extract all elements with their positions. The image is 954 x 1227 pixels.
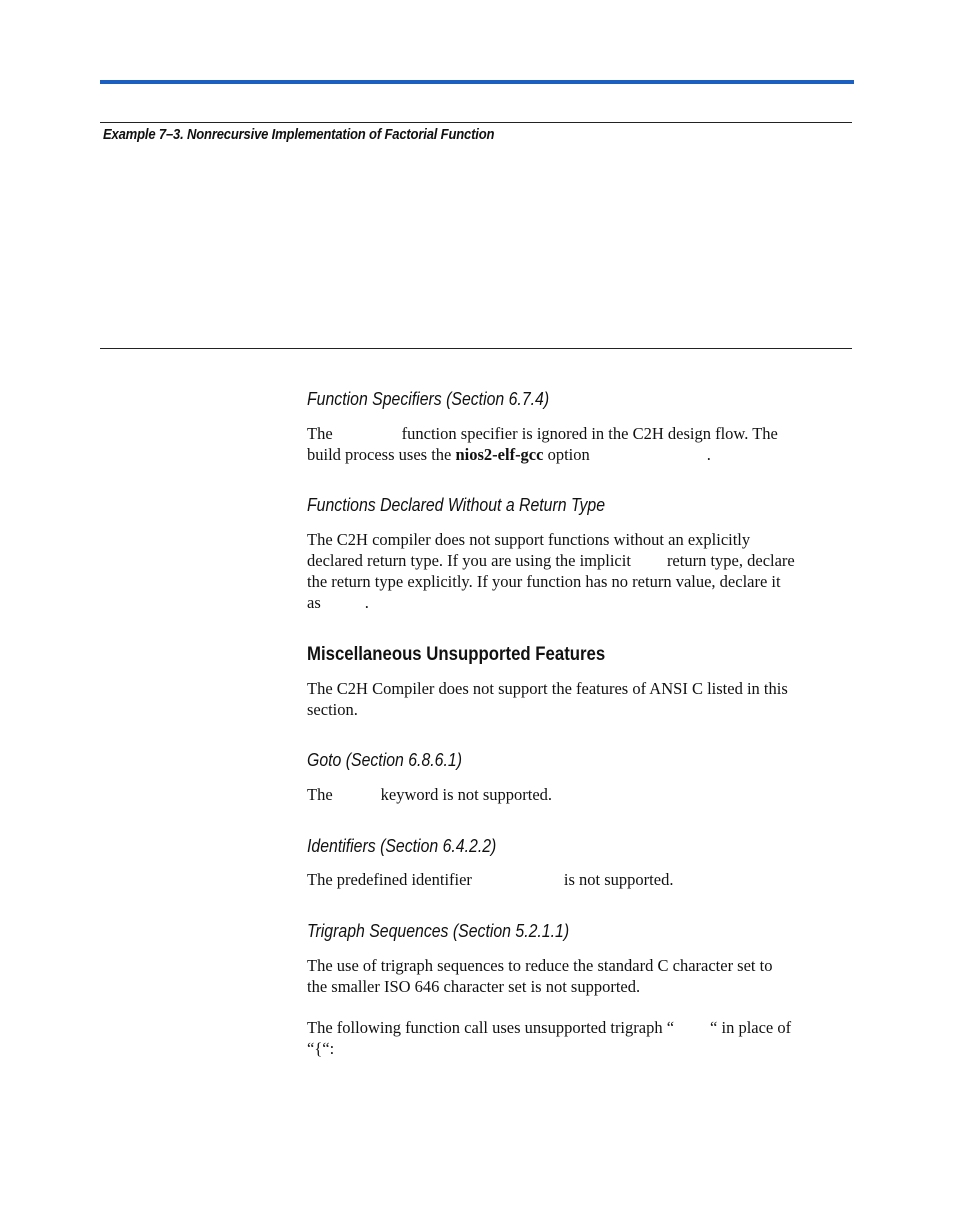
header-accent-bar [100, 80, 854, 84]
command-nios2-elf-gcc: nios2-elf-gcc [455, 445, 544, 464]
example-top-rule [100, 122, 852, 123]
paragraph-goto: The keyword is not supported. [307, 785, 553, 804]
paragraph-trigraph-2: The following function call uses unsupported trigraph “ “ in place of “{“: [307, 1018, 792, 1058]
heading-identifiers: Identifiers (Section 6.4.2.2) [307, 836, 497, 856]
example-caption: Example 7–3. Nonrecursive Implementation of Factorial Function [103, 127, 495, 143]
heading-goto: Goto (Section 6.8.6.1) [307, 750, 462, 770]
paragraph-functions-without-return-type: The C2H compiler does not support functions without an explicitly declared return type. If you are using the implicit return type, declare the return type explicitly. If your function has no return value, declare it as . [307, 530, 795, 612]
paragraph-function-specifiers: The function specifier is ignored in the C2H design flow. The build process uses the nios2-elf-gcc option . [307, 424, 778, 464]
paragraph-identifiers: The predefined identifier is not supported. [307, 870, 674, 889]
heading-functions-without-return-type: Functions Declared Without a Return Type [307, 495, 606, 515]
heading-function-specifiers: Function Specifiers (Section 6.7.4) [307, 389, 550, 409]
example-bottom-rule [100, 348, 852, 349]
paragraph-trigraph-1: The use of trigraph sequences to reduce the standard C character set to the smaller ISO 646 character set is not supported. [307, 956, 773, 996]
heading-trigraph: Trigraph Sequences (Section 5.2.1.1) [307, 921, 570, 941]
paragraph-misc-unsupported: The C2H Compiler does not support the features of ANSI C listed in this section. [307, 679, 788, 719]
heading-misc-unsupported: Miscellaneous Unsupported Features [307, 643, 606, 665]
